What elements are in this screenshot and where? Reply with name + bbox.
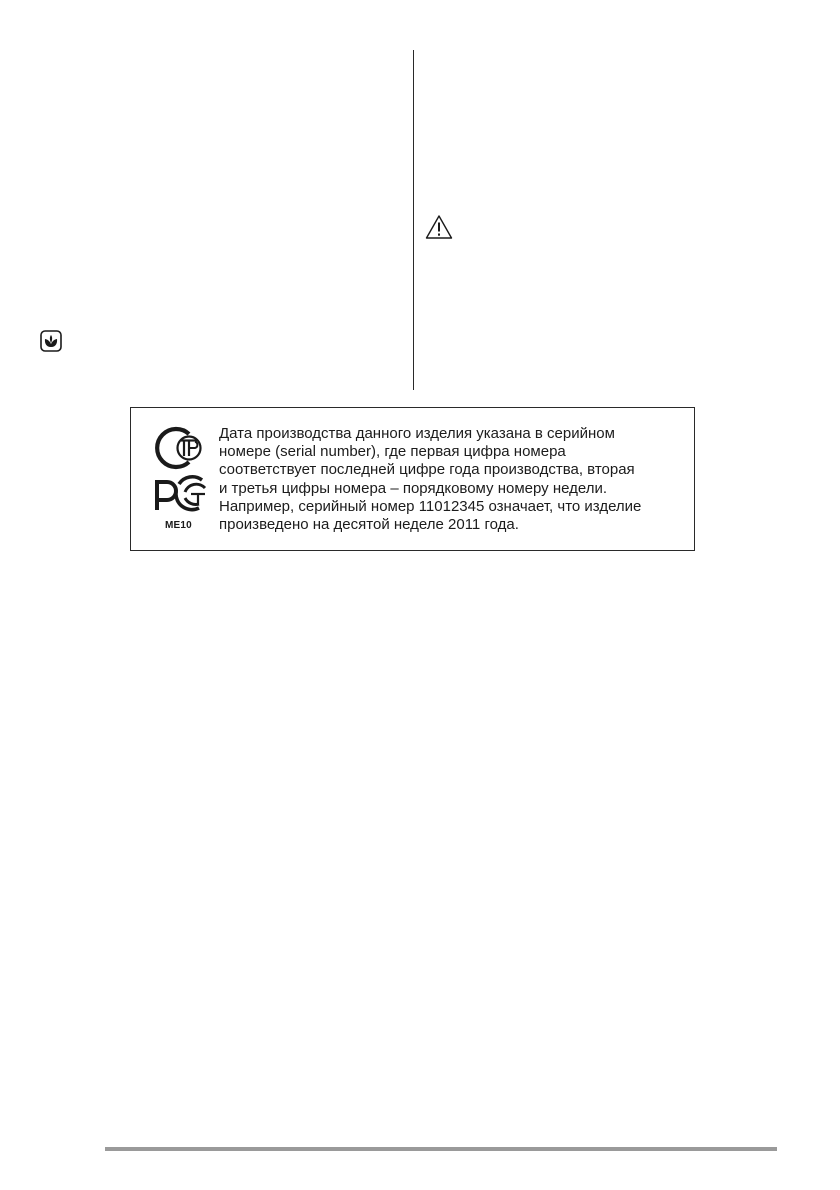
gost-tr-mark-icon bbox=[151, 425, 207, 471]
pct-certification-mark-icon bbox=[149, 474, 211, 514]
column-divider bbox=[413, 50, 414, 390]
notice-line: Дата производства данного изделия указана в серийном bbox=[219, 425, 615, 442]
notice-text bbox=[219, 425, 689, 534]
environment-leaf-icon bbox=[40, 330, 62, 352]
certificate-code: ME10 bbox=[165, 520, 192, 531]
notice-line: и третья цифры номера – порядковому номеру недели. bbox=[219, 479, 608, 497]
notice-line: номере (serial number), где первая цифра номера bbox=[219, 443, 566, 461]
notice-line: соответствует последней цифре года производства, вторая bbox=[219, 461, 635, 479]
notice-line: Например, серийный номер 11012345 означает, что изделие bbox=[219, 497, 642, 515]
production-date-notice bbox=[130, 407, 695, 551]
footer-bar bbox=[105, 1147, 777, 1151]
warning-triangle-icon bbox=[425, 214, 453, 240]
notice-line: произведено на десятой неделе 2011 года. bbox=[219, 516, 519, 534]
